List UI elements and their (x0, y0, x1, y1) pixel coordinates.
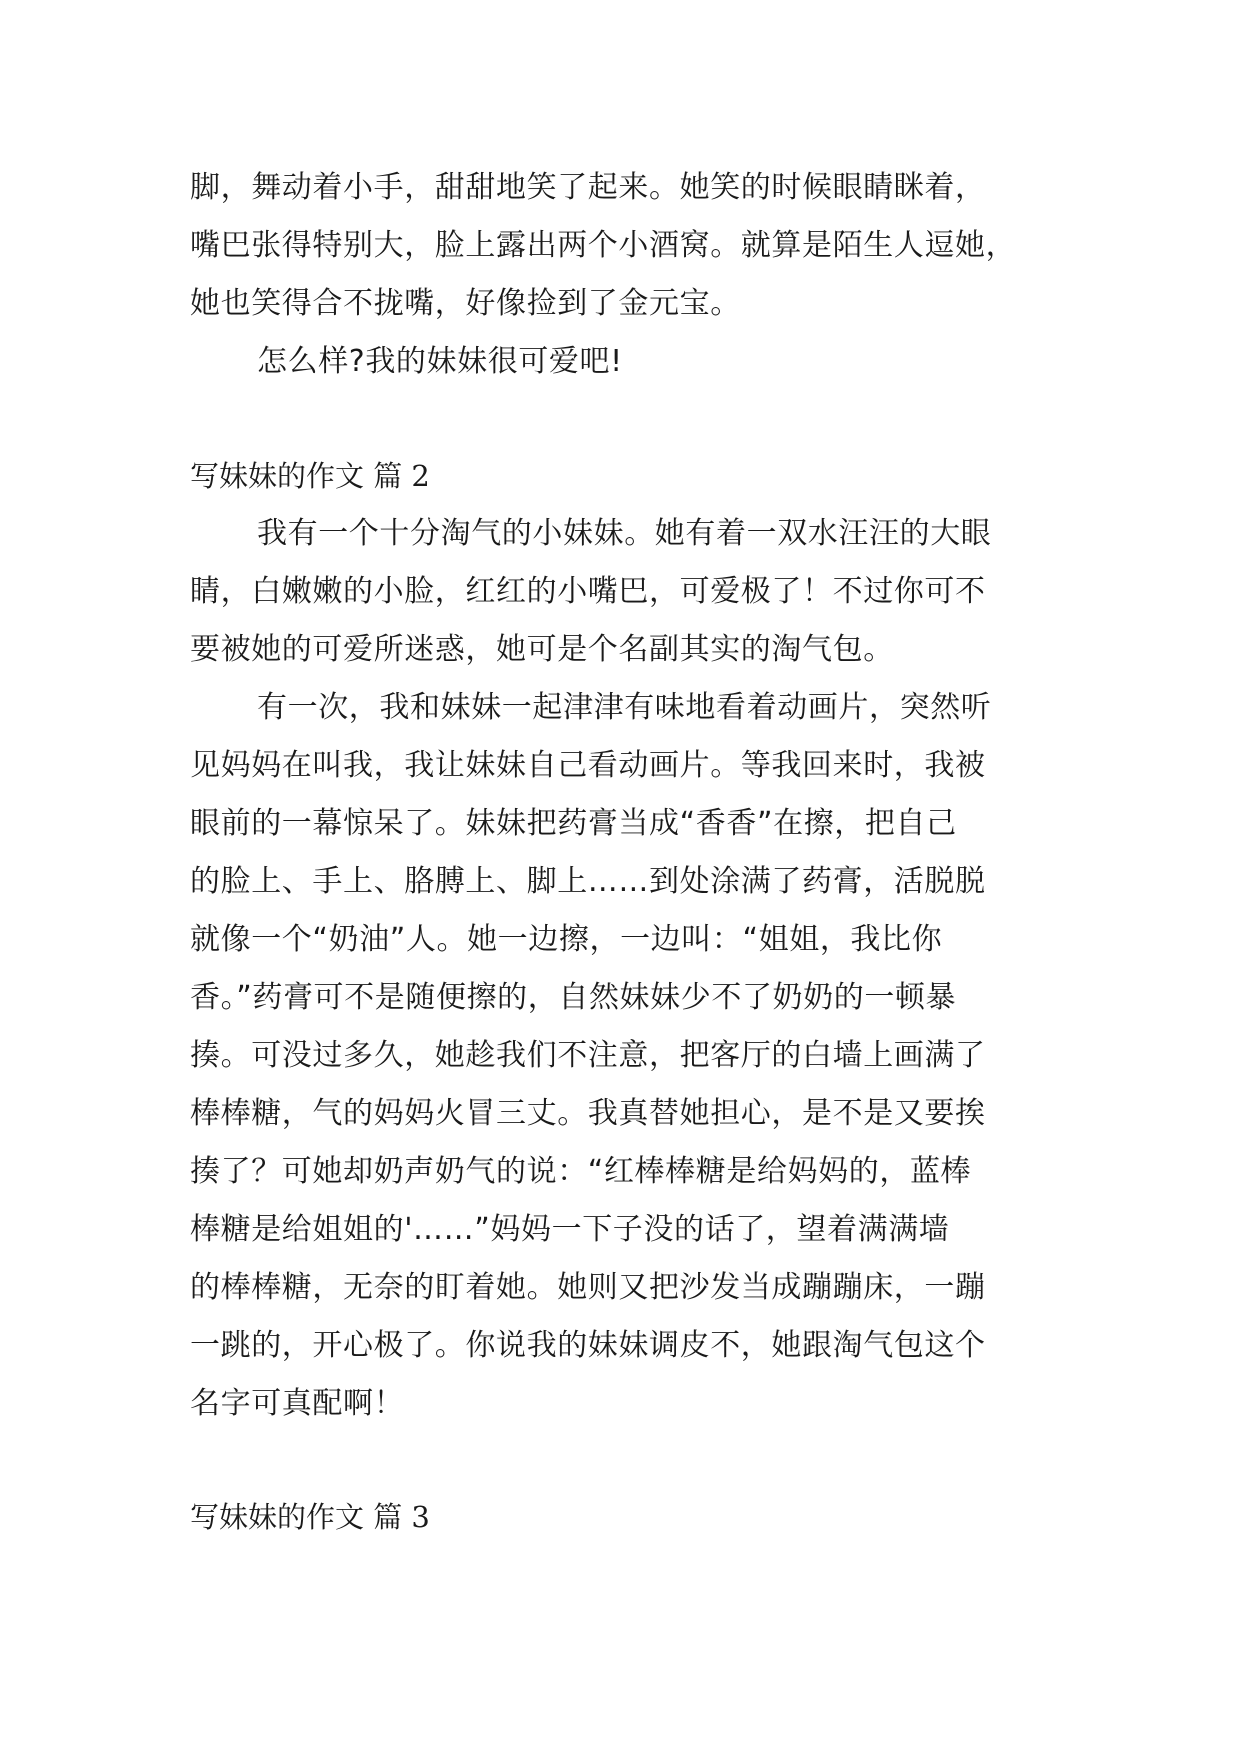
text-line: 的脸上、手上、胳膊上、脚上……到处涂满了药膏，活脱脱 (190, 864, 986, 899)
text-line: 香。”药膏可不是随便擦的，自然妹妹少不了奶奶的一顿暴 (190, 980, 957, 1015)
text-line: 嘴巴张得特别大，脸上露出两个小酒窝。就算是陌生人逗她， (190, 228, 1017, 263)
text-line: 棒糖是给姐姐的'……”妈妈一下子没的话了，望着满满墙 (190, 1212, 950, 1247)
text-line: 揍。可没过多久，她趁我们不注意，把客厅的白墙上画满了 (190, 1038, 986, 1073)
text-line: 名字可真配啊！ (190, 1386, 405, 1421)
section-heading-3: 写妹妹的作文 篇 3 (190, 1500, 430, 1534)
text-line: 眼前的一幕惊呆了。妹妹把药膏当成“香香”在擦，把自己 (190, 806, 957, 841)
section-heading-2: 写妹妹的作文 篇 2 (190, 459, 430, 493)
text-line: 见妈妈在叫我，我让妹妹自己看动画片。等我回来时，我被 (190, 748, 986, 783)
text-line: 一跳的，开心极了。你说我的妹妹调皮不，她跟淘气包这个 (190, 1328, 986, 1363)
closing-line: 怎么样?我的妹妹很可爱吧! (257, 344, 623, 379)
text-line: 睛，白嫩嫩的小脸，红红的小嘴巴，可爱极了！不过你可不 (190, 574, 986, 609)
text-line: 有一次，我和妹妹一起津津有味地看着动画片，突然听 (257, 690, 992, 725)
text-line: 我有一个十分淘气的小妹妹。她有着一双水汪汪的大眼 (257, 516, 992, 551)
text-line: 要被她的可爱所迷惑，她可是个名副其实的淘气包。 (190, 632, 894, 667)
text-line: 就像一个“奶油”人。她一边擦，一边叫：“姐姐，我比你 (190, 922, 943, 957)
text-line: 棒棒糖，气的妈妈火冒三丈。我真替她担心，是不是又要挨 (190, 1096, 986, 1131)
text-line: 揍了？可她却奶声奶气的说：“红棒棒糖是给妈妈的，蓝棒 (190, 1154, 972, 1189)
text-line: 脚，舞动着小手，甜甜地笑了起来。她笑的时候眼睛眯着， (190, 170, 986, 205)
text-line: 她也笑得合不拢嘴，好像捡到了金元宝。 (190, 286, 741, 321)
text-line: 的棒棒糖，无奈的盯着她。她则又把沙发当成蹦蹦床，一蹦 (190, 1270, 986, 1305)
